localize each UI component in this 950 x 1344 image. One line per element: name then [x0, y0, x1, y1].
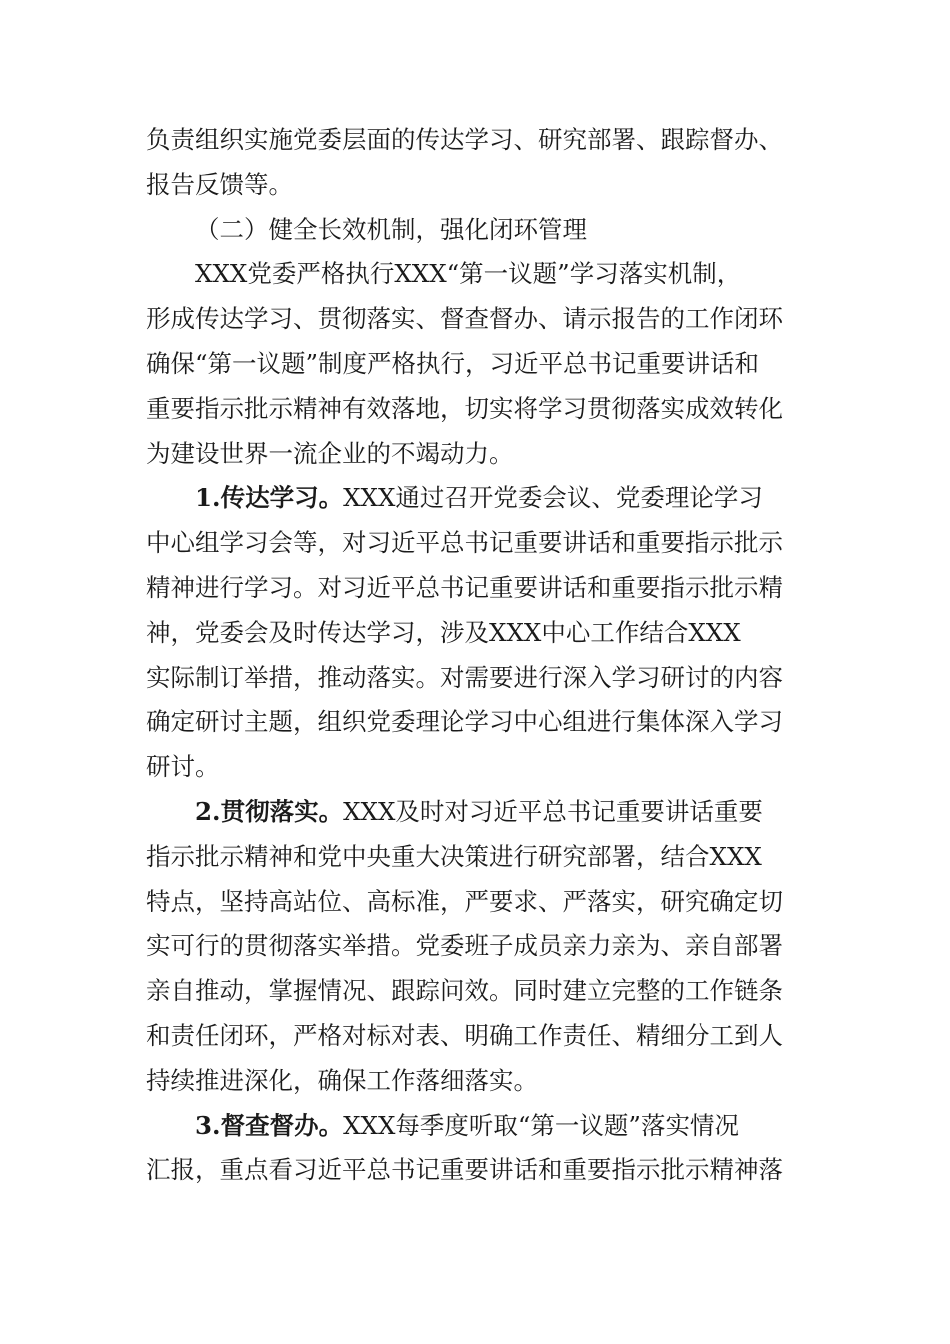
text-line: 确保“第一议题”制度严格执行，习近平总书记重要讲话和: [146, 348, 760, 378]
paragraph-body: [146, 252, 808, 476]
item-first-line: [146, 790, 808, 835]
text-line: 报告反馈等。: [146, 169, 293, 199]
paragraph-item-2: [146, 790, 808, 1104]
text-line: 实可行的贯彻落实举措。党委班子成员亲力亲为、亲自部署: [146, 931, 783, 961]
text-line: 神，党委会及时传达学习，涉及XXX中心工作结合XXX: [146, 617, 741, 647]
item-first-line: [146, 476, 808, 521]
section-heading-text: （二）健全长效机制，强化闭环管理: [195, 214, 587, 244]
paragraph-item-3: [146, 1104, 808, 1194]
text-line: 为建设世界一流企业的不竭动力。: [146, 438, 514, 468]
paragraph-continuation: [146, 118, 808, 208]
paragraph-item-1: [146, 476, 808, 790]
item-first-text: XXX每季度听取“第一议题”落实情况: [343, 1110, 739, 1140]
text-line: 和责任闭环，严格对标对表、明确工作责任、精细分工到人: [146, 1020, 783, 1050]
text-line: 特点，坚持高站位、高标准，严要求、严落实，研究确定切: [146, 886, 783, 916]
text-line: 精神进行学习。对习近平总书记重要讲话和重要指示批示精: [146, 572, 783, 602]
item-first-text: XXX通过召开党委会议、党委理论学习: [343, 483, 763, 513]
text-line: XXX党委严格执行XXX“第一议题”学习落实机制，: [195, 259, 742, 289]
text-line: 指示批示精神和党中央重大决策进行研究部署，结合XXX: [146, 841, 762, 871]
text-line: 汇报，重点看习近平总书记重要讲话和重要指示批示精神落: [146, 1155, 783, 1185]
text-line: 形成传达学习、贯彻落实、督查督办、请示报告的工作闭环: [146, 304, 783, 334]
item-lead: 1.传达学习。: [195, 483, 344, 513]
item-lead: 2.贯彻落实。: [195, 796, 344, 826]
text-line: 确定研讨主题，组织党委理论学习中心组进行集体深入学习: [146, 707, 783, 737]
text-line: 负责组织实施党委层面的传达学习、研究部署、跟踪督办、: [146, 125, 783, 154]
item-first-text: XXX及时对习近平总书记重要讲话重要: [343, 796, 763, 826]
item-first-line: [146, 1104, 808, 1149]
text-line: 持续推进深化，确保工作落细落实。: [146, 1065, 538, 1095]
text-line: 实际制订举措，推动落实。对需要进行深入学习研讨的内容: [146, 662, 783, 692]
section-heading: [146, 208, 808, 253]
text-line: 研讨。: [146, 752, 220, 782]
text-line: 亲自推动，掌握情况、跟踪问效。同时建立完整的工作链条: [146, 976, 783, 1006]
document-body: [146, 118, 808, 1193]
item-lead: 3.督查督办。: [195, 1110, 344, 1140]
text-line: 重要指示批示精神有效落地，切实将学习贯彻落实成效转化: [146, 393, 783, 423]
text-line: 中心组学习会等，对习近平总书记重要讲话和重要指示批示: [146, 528, 783, 558]
